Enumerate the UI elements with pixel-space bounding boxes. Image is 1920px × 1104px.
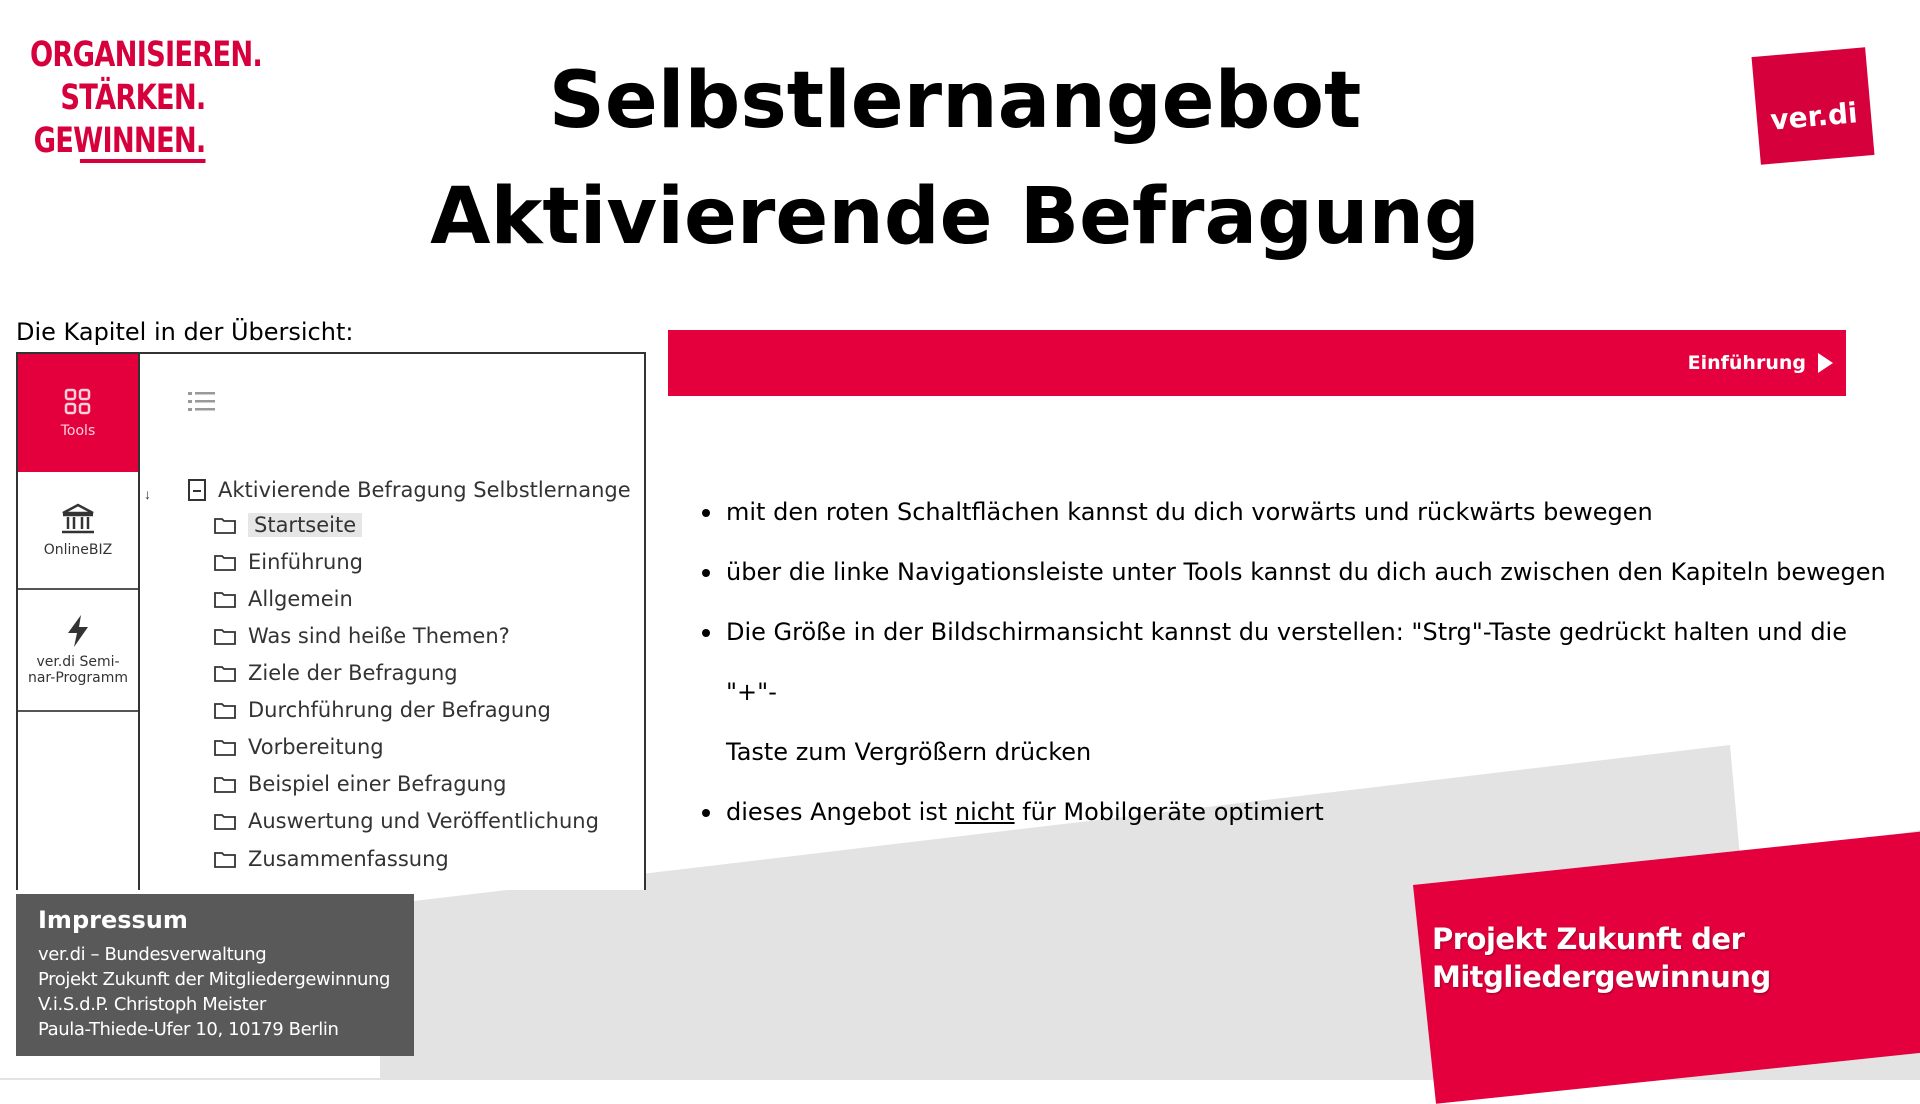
tree-item-ziele[interactable]: Ziele der Befragung	[214, 661, 458, 685]
impressum-line: V.i.S.d.P. Christoph Meister	[38, 994, 266, 1015]
tree-item-auswertung[interactable]: Auswertung und Veröffentlichung	[214, 809, 599, 833]
folder-icon	[214, 738, 236, 756]
folder-icon	[214, 516, 236, 534]
verdi-logo: ver.di	[1752, 47, 1875, 165]
instruction-list	[700, 482, 1900, 842]
overview-label: Die Kapitel in der Übersicht:	[16, 318, 354, 346]
sidebar-item-seminar[interactable]	[18, 590, 138, 712]
collapse-arrow-icon[interactable]: ↓	[144, 486, 151, 502]
folder-icon	[214, 590, 236, 608]
list-item: über die linke Navigationsleiste unter Tools kannst du dich auch zwischen den Kapiteln bewegen	[700, 542, 1900, 602]
tree-item-zusammenfassung[interactable]: Zusammenfassung	[214, 847, 449, 871]
sidebar-item-label: ver.di Semi-nar-Programm	[27, 654, 129, 686]
list-item: mit den roten Schaltflächen kannst du dich vorwärts und rückwärts bewegen	[700, 482, 1900, 542]
navigation-preview-panel	[16, 352, 646, 890]
tree-item-beispiel[interactable]: Beispiel einer Befragung	[214, 772, 507, 796]
tree-item-einfuehrung[interactable]: Einführung	[214, 550, 363, 574]
folder-icon	[214, 775, 236, 793]
lightning-icon	[65, 614, 91, 648]
impressum-box	[16, 894, 414, 1056]
folder-icon	[214, 850, 236, 868]
project-label: Projekt Zukunft der Mitgliedergewinnung	[1432, 922, 1771, 994]
folder-icon	[214, 553, 236, 571]
folder-icon	[214, 627, 236, 645]
sidebar-item-onlinebiz[interactable]	[18, 472, 138, 590]
tree-item-vorbereitung[interactable]: Vorbereitung	[214, 735, 384, 759]
tree-item-durchfuehrung[interactable]: Durchführung der Befragung	[214, 698, 551, 722]
impressum-line: ver.di – Bundesverwaltung	[38, 944, 267, 965]
page-title: Selbstlernangebot	[548, 56, 1362, 146]
list-icon[interactable]	[188, 390, 218, 414]
list-item: Die Größe in der Bildschirmansicht kannst du verstellen: "Strg"-Taste gedrückt halten und die "+"- Taste zum Vergrößern drücken	[700, 602, 1900, 782]
folder-icon	[214, 664, 236, 682]
chapter-nav-bar	[668, 330, 1846, 396]
slogan-line-1: ORGANISIEREN.	[30, 35, 262, 75]
folder-icon	[214, 812, 236, 830]
sidebar	[18, 354, 140, 890]
folder-icon	[214, 701, 236, 719]
tree-root[interactable]: Aktivierende Befragung Selbstlernange	[186, 478, 631, 502]
sidebar-item-label: OnlineBIZ	[43, 542, 113, 558]
building-icon	[60, 502, 96, 536]
tree-item-startseite[interactable]: Startseite	[214, 513, 362, 537]
list-item: dieses Angebot ist nicht für Mobilgeräte optimiert	[700, 782, 1900, 842]
document-icon	[186, 478, 208, 502]
impressum-line: Paula-Thiede-Ufer 10, 10179 Berlin	[38, 1019, 339, 1040]
grid-icon	[63, 387, 93, 417]
tree-item-heisse-themen[interactable]: Was sind heiße Themen?	[214, 624, 510, 648]
page-subtitle: Aktivierende Befragung	[430, 172, 1480, 262]
sidebar-item-label: Tools	[60, 423, 96, 439]
next-chapter-button[interactable]: Einführung	[1688, 352, 1834, 374]
slogan-line-3: GEWINNEN.	[33, 121, 206, 161]
play-arrow-icon	[1816, 352, 1834, 374]
sidebar-item-tools[interactable]	[18, 354, 138, 472]
slogan-line-2: STÄRKEN.	[60, 78, 206, 118]
impressum-title: Impressum	[38, 906, 188, 934]
tree-item-allgemein[interactable]: Allgemein	[214, 587, 353, 611]
impressum-line: Projekt Zukunft der Mitgliedergewinnung	[38, 969, 391, 990]
